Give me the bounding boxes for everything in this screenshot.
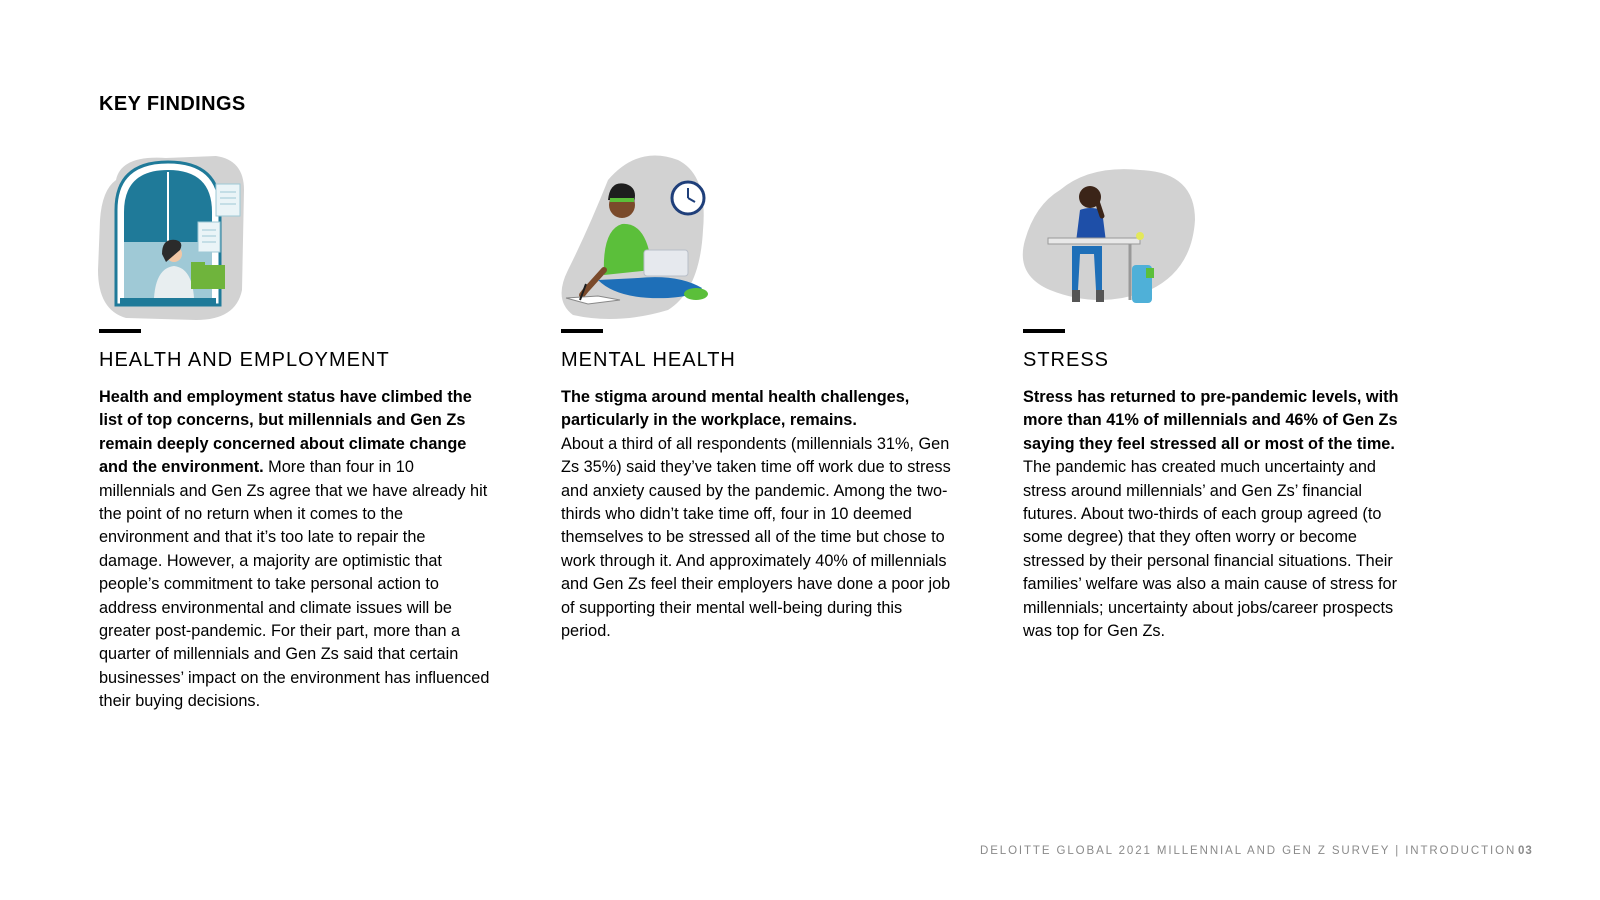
section-heading: MENTAL HEALTH: [561, 349, 736, 371]
finding-stress: [1020, 150, 1420, 643]
page-title: KEY FINDINGS: [99, 93, 246, 115]
section-divider: [561, 329, 603, 333]
section-divider: [1023, 329, 1065, 333]
woman-at-window-illustration: [96, 150, 276, 325]
section-body: [1023, 386, 1415, 643]
page-number: 03: [1518, 845, 1533, 857]
section-lead: Stress has returned to pre-pandemic levels, with more than 41% of millennials and 46% of Gen Zs saying they feel stressed all or most of the time.: [1023, 388, 1399, 453]
section-heading: HEALTH AND EMPLOYMENT: [99, 349, 390, 371]
section-lead: The stigma around mental health challenges, particularly in the workplace, remains.: [561, 388, 910, 430]
section-divider: [99, 329, 141, 333]
finding-mental-health: [558, 150, 958, 643]
section-body-text: About a third of all respondents (millennials 31%, Gen Zs 35%) said they’ve taken time off work due to stress and anxiety caused by the pandemic. Among the two-thirds who didn’t take time off, four in 10 deemed themselves to be stressed all of the time but chose to work through it. And approximately 40% of millennials and Gen Zs feel their employers have done a poor job of supporting their mental well-being during this period.: [561, 434, 951, 641]
section-body-text: More than four in 10 millennials and Gen Zs agree that we have already hit the point of no return when it comes to the environment and that it’s too late to repair the damage. However, a majority are optimistic that people’s commitment to take personal action to address environmental and climate issues will be greater post-pandemic. For their part, more than a quarter of millennials and Gen Zs said that certain businesses’ impact on the environment has influenced their buying decisions.: [99, 458, 490, 711]
section-heading: STRESS: [1023, 349, 1110, 371]
footer-text: DELOITTE GLOBAL 2021 MILLENNIAL AND GEN Z SURVEY | INTRODUCTION: [980, 845, 1517, 857]
finding-health-employment: [96, 150, 496, 714]
section-lead: Health and employment status have climbed the list of top concerns, but millennials and Gen Zs remain deeply concerned about climate change and the environment.: [99, 388, 472, 477]
section-body-text: The pandemic has created much uncertainty and stress around millennials’ and Gen Zs’ financial futures. About two-thirds of each group agreed (to some degree) that they often worry or become stressed by their personal financial situations. Their families’ welfare was also a main cause of stress for millennials; uncertainty about jobs/career prospects was top for Gen Zs.: [1023, 458, 1398, 641]
section-body: [99, 386, 491, 714]
person-with-laptop-illustration: [558, 150, 738, 325]
section-body: [561, 386, 953, 643]
stressed-student-illustration: [1020, 150, 1200, 325]
